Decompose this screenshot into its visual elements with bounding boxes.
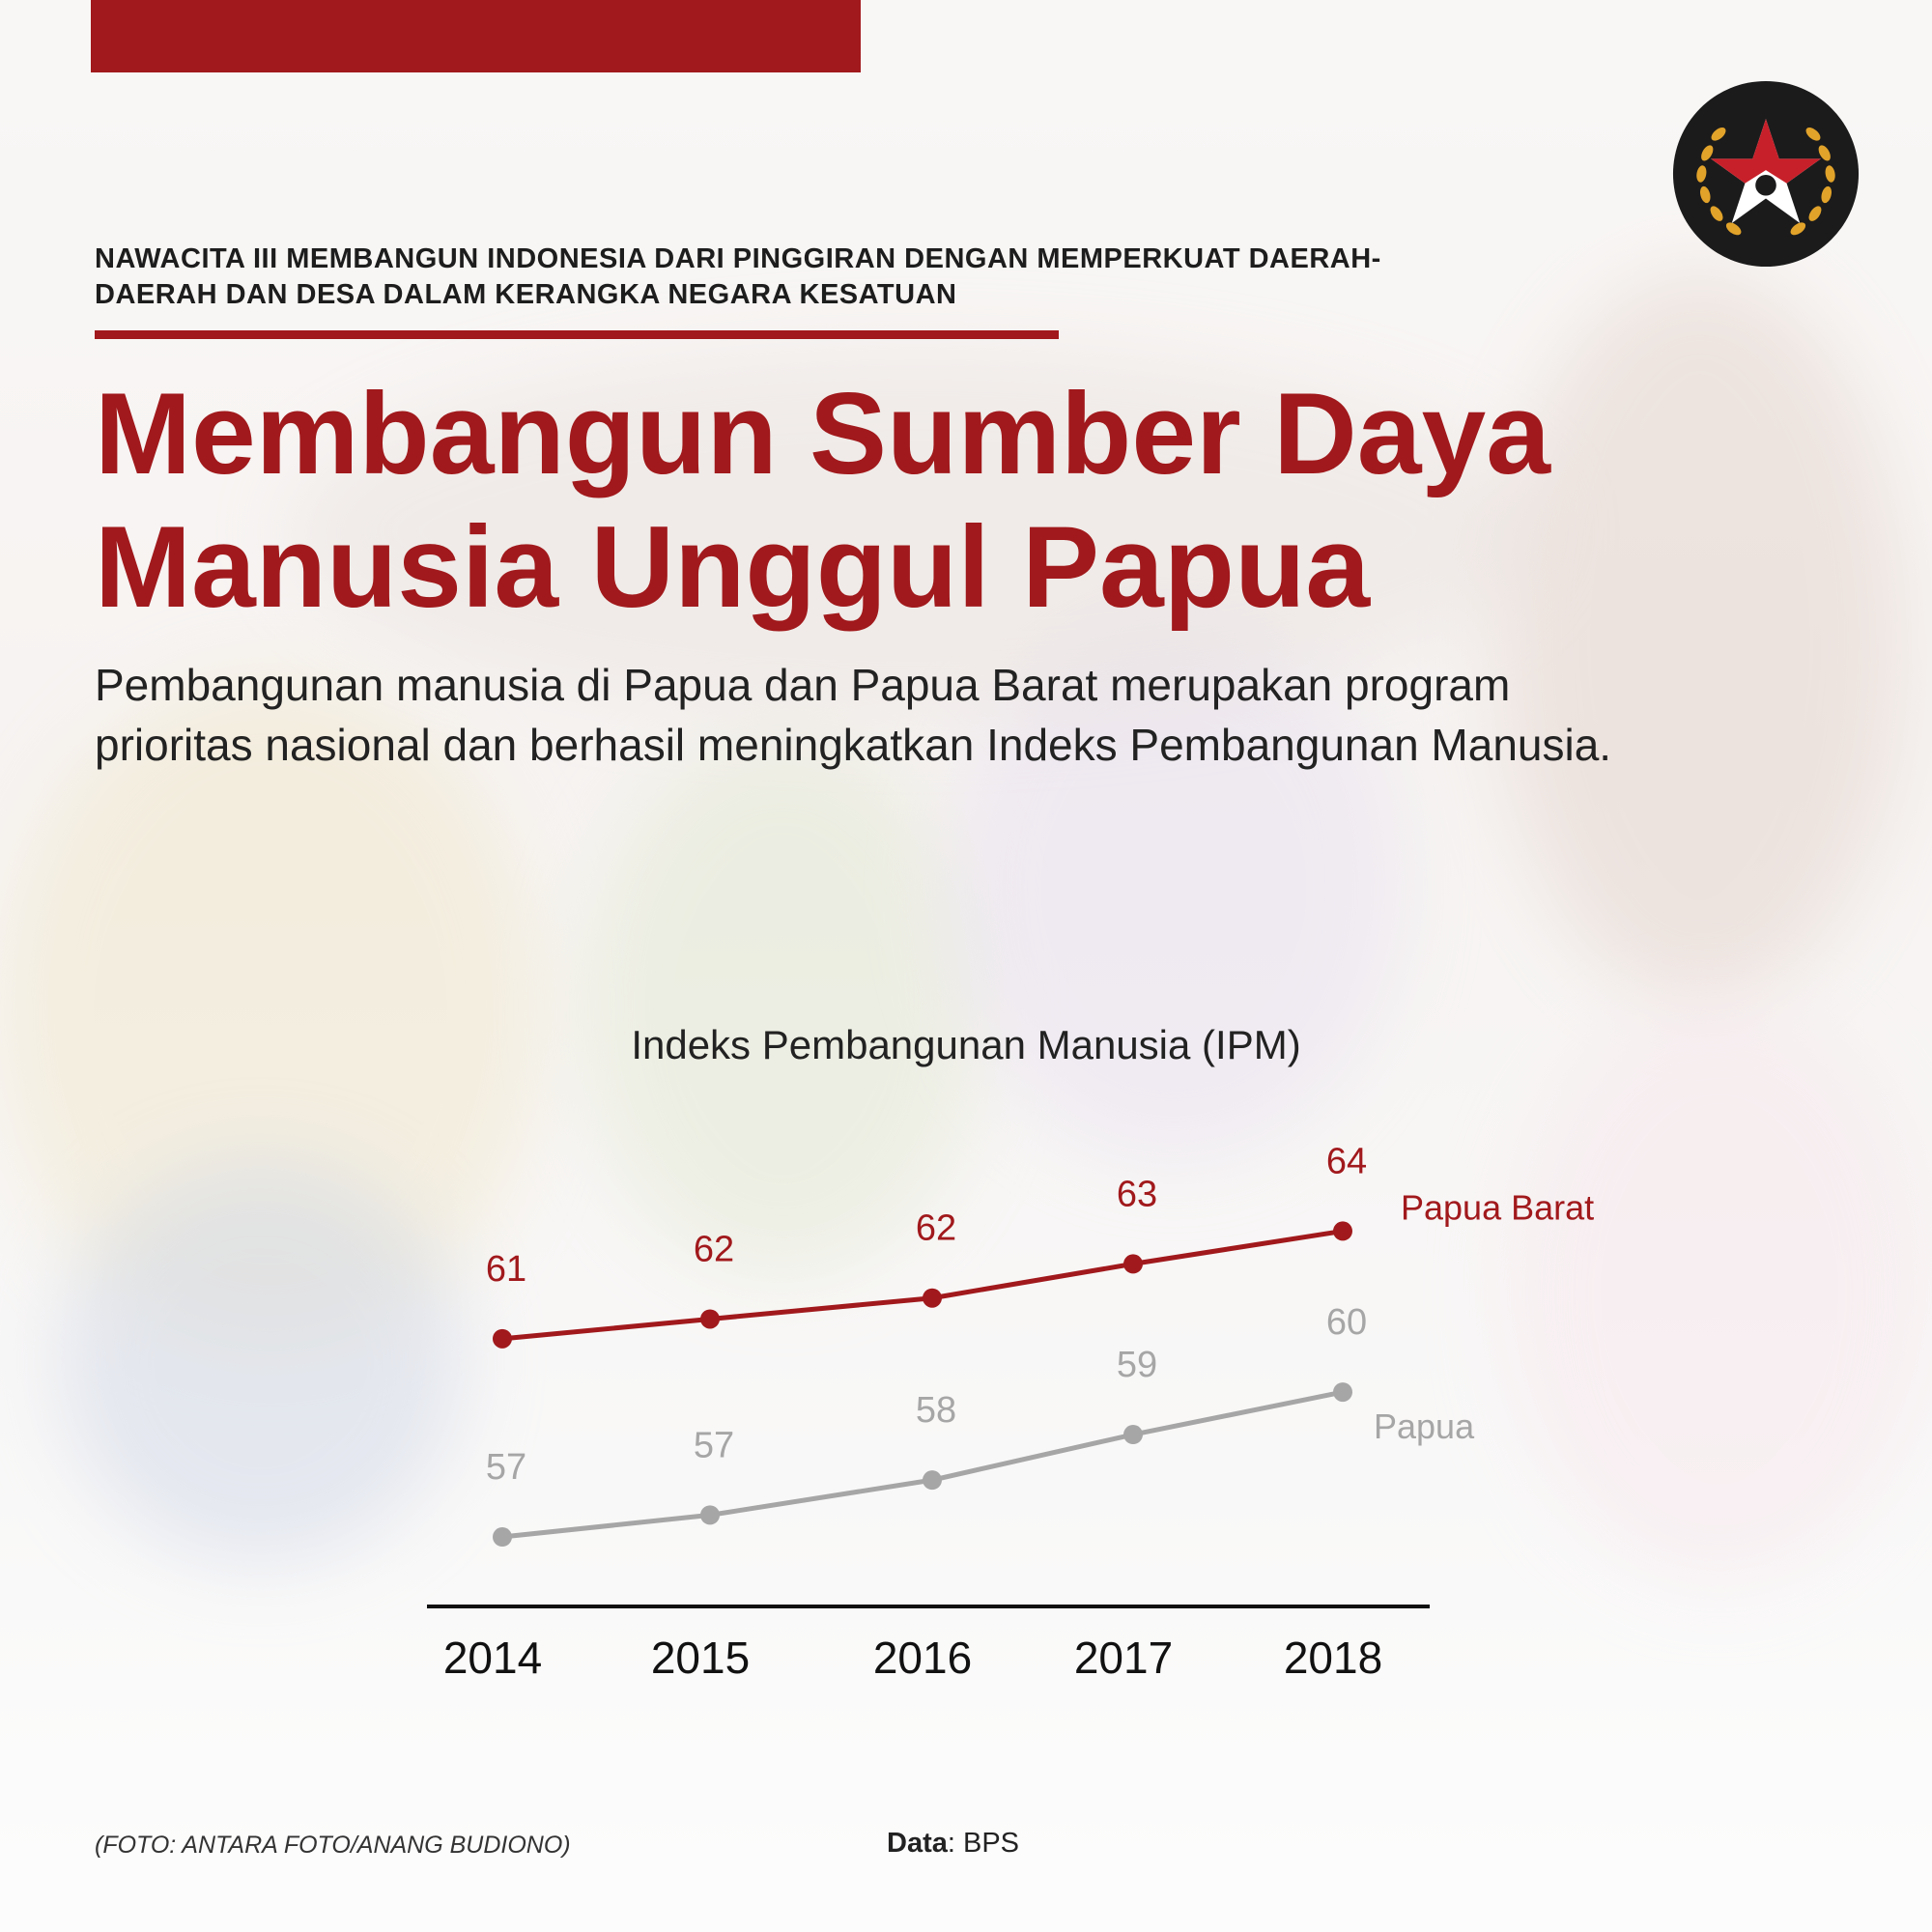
photo-credit: (FOTO: ANTARA FOTO/ANANG BUDIONO) bbox=[95, 1832, 571, 1859]
data-label-papua-barat-2016: 62 bbox=[915, 1208, 957, 1249]
kicker-text: NAWACITA III MEMBANGUN INDONESIA DARI PINGGIRAN DENGAN MEMPERKUAT DAERAH-DAERAH DAN DESA DALAM KERANGKA NEGARA KESATUAN bbox=[95, 243, 1381, 310]
page-title-line-1: Membangun Sumber Daya bbox=[95, 369, 1550, 498]
data-label-papua-2017: 59 bbox=[1116, 1345, 1158, 1386]
data-point-papua-2018 bbox=[1333, 1382, 1352, 1402]
x-tick-label-2017: 2017 bbox=[1073, 1633, 1174, 1683]
data-point-papua-barat-2017 bbox=[1123, 1254, 1143, 1273]
series-label-papua-barat: Papua Barat bbox=[1401, 1187, 1595, 1228]
intro-paragraph: Pembangunan manusia di Papua dan Papua Barat merupakan program prioritas nasional dan berhasil meningkatkan Indeks Pembangunan Manusia. bbox=[95, 660, 1612, 770]
data-label-papua-2018: 60 bbox=[1325, 1302, 1368, 1344]
data-source-value: : BPS bbox=[947, 1828, 1020, 1859]
data-point-papua-barat-2018 bbox=[1333, 1221, 1352, 1240]
data-source-label: Data bbox=[887, 1828, 948, 1859]
data-point-papua-barat-2014 bbox=[493, 1329, 512, 1349]
x-tick-label-2016: 2016 bbox=[872, 1633, 973, 1683]
x-tick-label-2015: 2015 bbox=[650, 1633, 751, 1683]
data-point-papua-2016 bbox=[923, 1470, 942, 1490]
data-point-papua-barat-2016 bbox=[923, 1289, 942, 1308]
data-point-papua-2014 bbox=[493, 1527, 512, 1547]
series-label-papua: Papua bbox=[1374, 1406, 1475, 1447]
data-point-papua-2015 bbox=[700, 1505, 720, 1524]
data-label-papua-barat-2017: 63 bbox=[1116, 1174, 1158, 1215]
x-tick-label-2014: 2014 bbox=[442, 1633, 543, 1683]
chart-title: Indeks Pembangunan Manusia (IPM) bbox=[631, 1022, 1301, 1067]
data-label-papua-2014: 57 bbox=[485, 1447, 527, 1489]
data-label-papua-2015: 57 bbox=[693, 1425, 735, 1466]
x-tick-label-2018: 2018 bbox=[1283, 1633, 1383, 1683]
data-point-papua-barat-2015 bbox=[700, 1309, 720, 1328]
data-point-papua-2017 bbox=[1123, 1425, 1143, 1444]
data-label-papua-barat-2015: 62 bbox=[693, 1229, 735, 1270]
page-title-line-2: Manusia Unggul Papua bbox=[95, 502, 1371, 632]
data-label-papua-barat-2018: 64 bbox=[1325, 1141, 1368, 1182]
data-source bbox=[887, 1828, 1019, 1860]
data-label-papua-2016: 58 bbox=[915, 1390, 957, 1432]
data-label-papua-barat-2014: 61 bbox=[485, 1248, 527, 1290]
